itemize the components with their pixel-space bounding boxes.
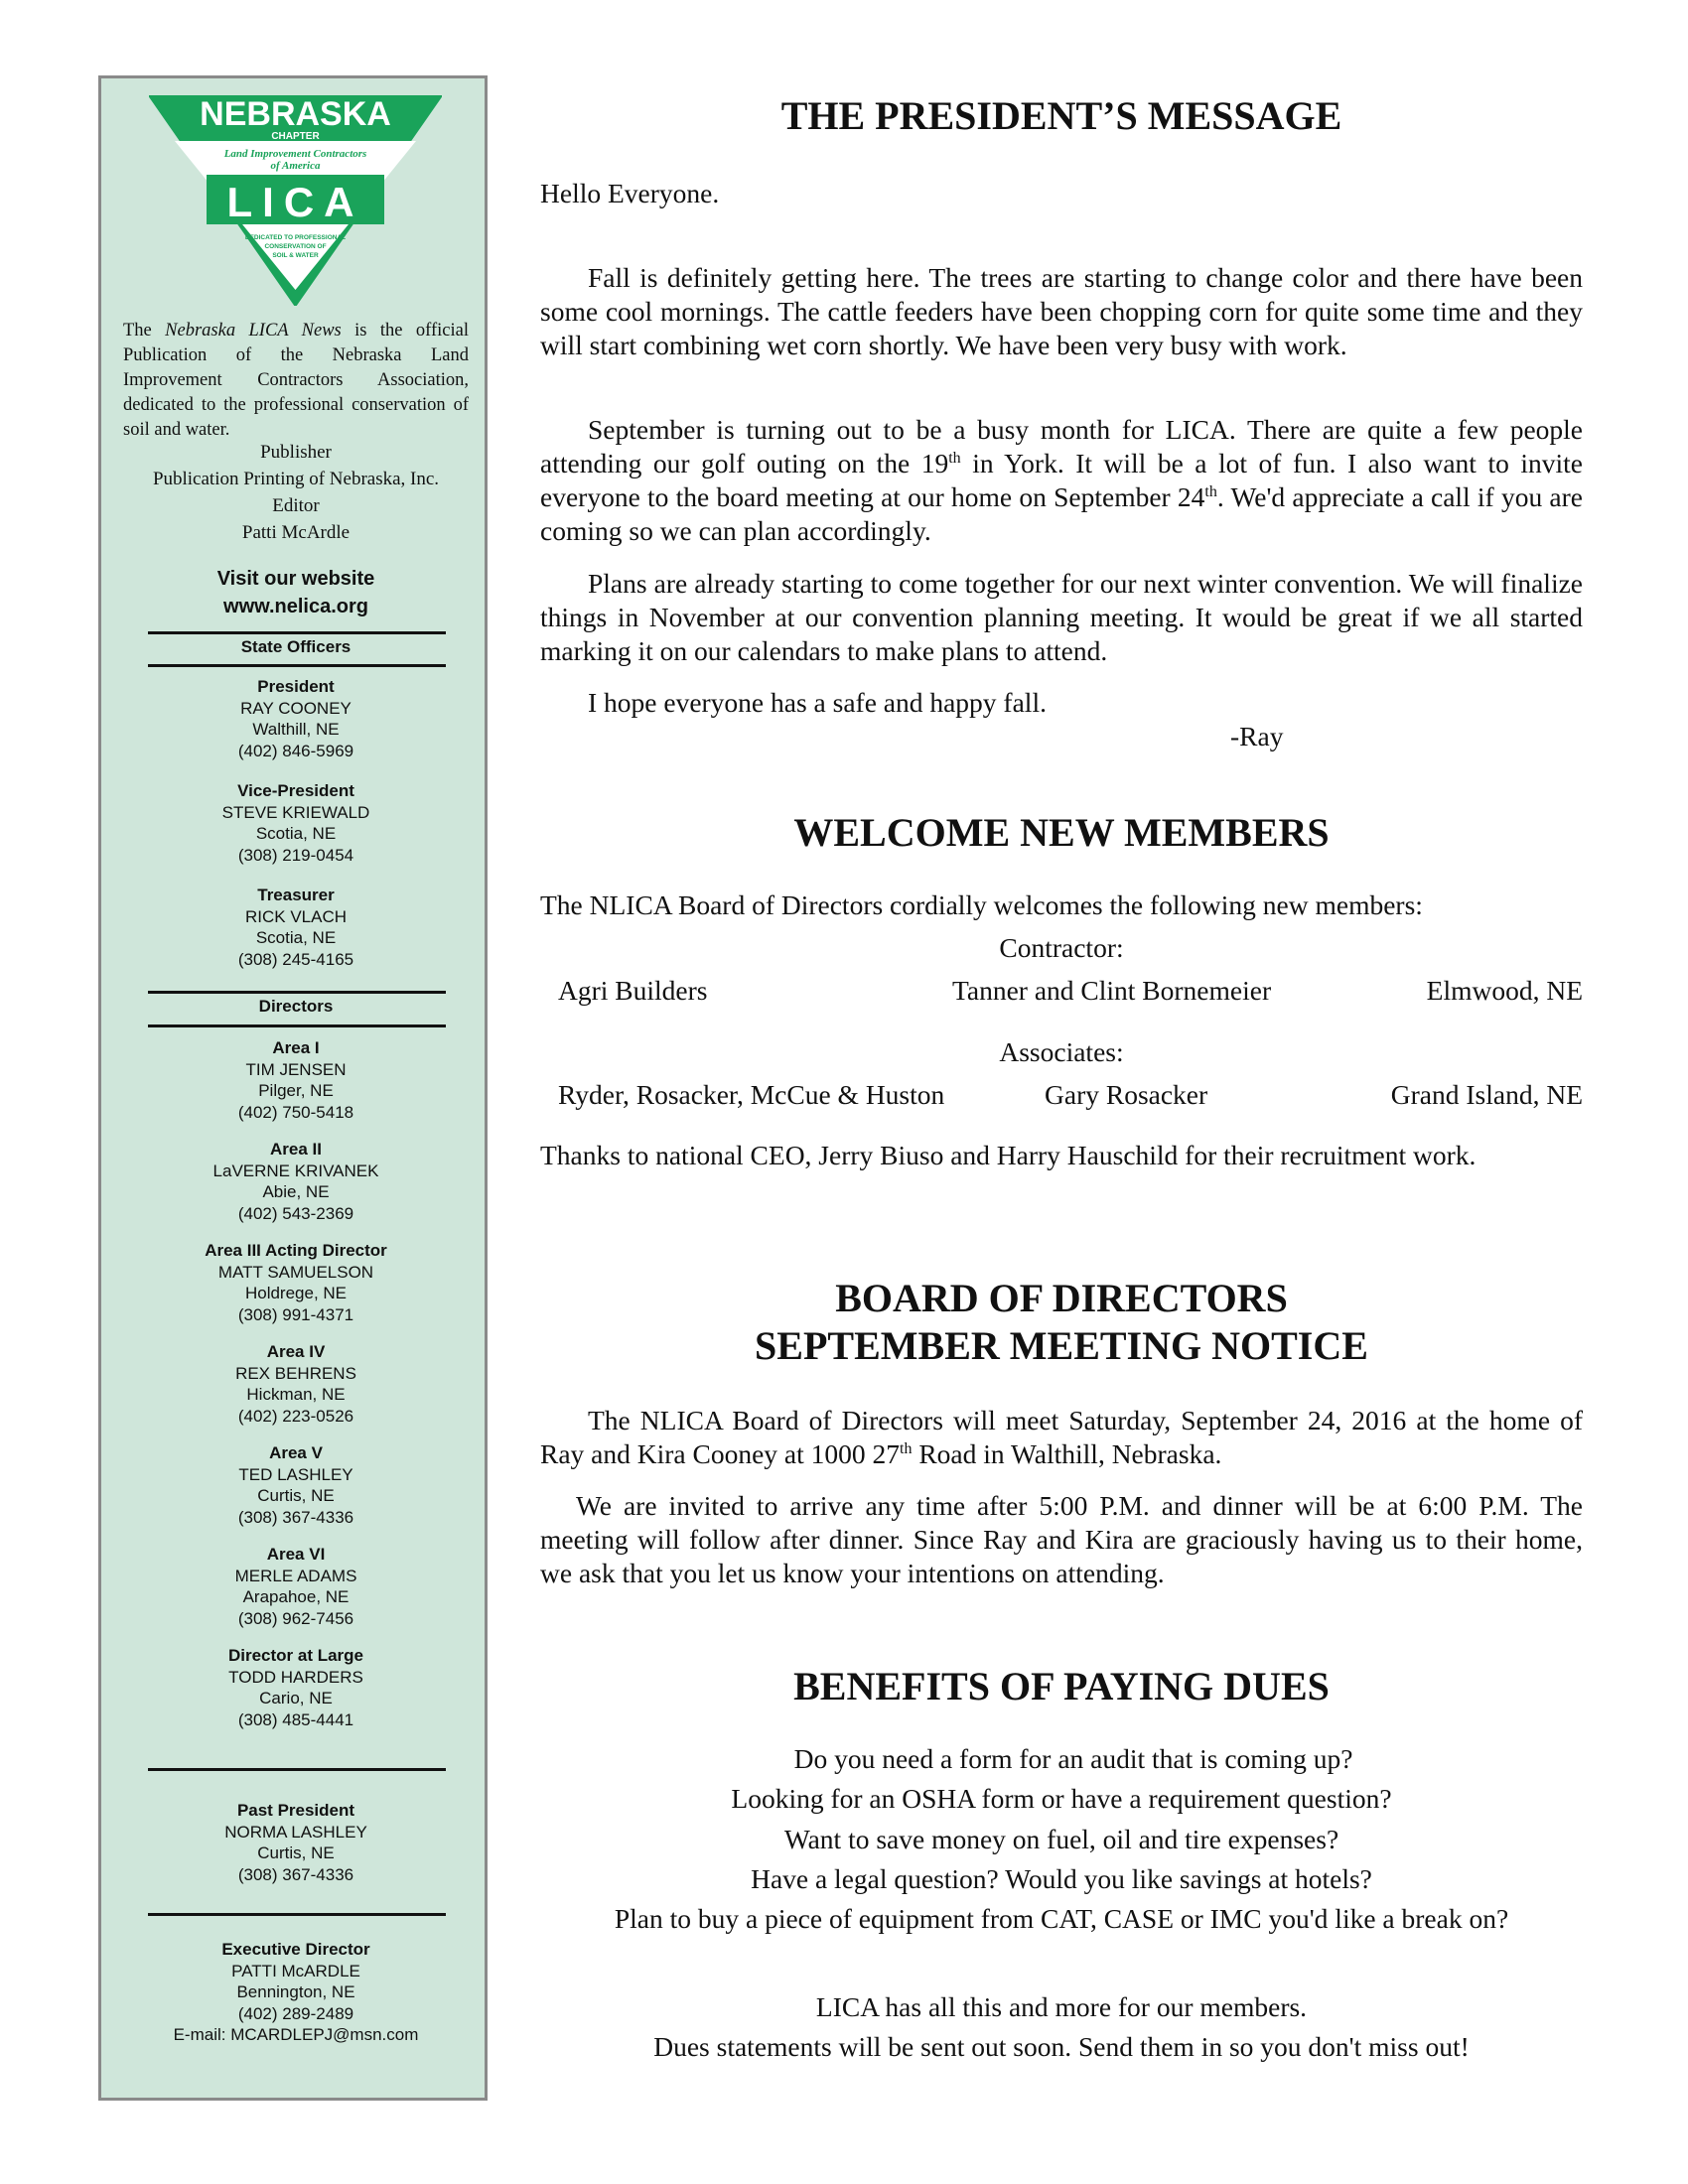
benefit-line-4: Have a legal question? Would you like savings at hotels? bbox=[751, 1863, 1372, 1894]
board-paragraph-2: We are invited to arrive any time after 5:00 P.M. and dinner will be at 6:00 P.M. The meeting will follow after dinner. Since Ray and Kira are graciously having us to their home, we ask that you let us know your intentions on attending. bbox=[540, 1490, 1583, 1588]
website-block bbox=[111, 565, 481, 620]
logo-motto-line1: DEDICATED TO PROFESSIONAL bbox=[244, 234, 347, 241]
contractor-person: Tanner and Clint Bornemeier bbox=[952, 975, 1272, 1006]
publisher-block bbox=[111, 439, 481, 546]
presidents-message-heading: THE PRESIDENT’S MESSAGE bbox=[780, 93, 1342, 138]
benefit-line-2: Looking for an OSHA form or have a requirement question? bbox=[731, 1783, 1392, 1814]
benefit-line-1: Do you need a form for an audit that is coming up? bbox=[793, 1743, 1353, 1774]
director-area-1: Area I TIM JENSEN Pilger, NE (402) 750-5418 bbox=[237, 1038, 354, 1122]
contractor-company: Agri Builders bbox=[558, 975, 708, 1006]
president-paragraph-4: I hope everyone has a safe and happy fall. bbox=[588, 687, 1047, 718]
website-label: Visit our website bbox=[216, 568, 375, 590]
board-heading-line2: SEPTEMBER MEETING NOTICE bbox=[755, 1323, 1368, 1368]
signature: -Ray bbox=[1230, 721, 1284, 751]
board-paragraph-1: The NLICA Board of Directors will meet Saturday, September 24, 2016 at the home of Ray and Kira Cooney at 1000 27th Road in Walthill, Nebraska. bbox=[540, 1405, 1583, 1469]
president-paragraph-1: Fall is definitely getting here. The trees are starting to change color and there have been some cool mornings. The cattle feeders have been chopping corn for quite some time and they will start combining wet corn shortly. We have been very busy with work. bbox=[540, 262, 1583, 360]
publication-title: Nebraska LICA News bbox=[165, 321, 342, 341]
divider bbox=[148, 1913, 446, 1916]
logo-state: NEBRASKA bbox=[200, 95, 391, 133]
state-officers-heading: State Officers bbox=[240, 637, 352, 656]
associate-city: Grand Island, NE bbox=[1390, 1079, 1583, 1110]
benefit-line-5: Plan to buy a piece of equipment from CAT, CASE or IMC you'd like a break on? bbox=[614, 1903, 1509, 1934]
logo-motto-line3: SOIL & WATER bbox=[272, 252, 319, 259]
past-president: Past President NORMA LASHLEY Curtis, NE (308) 367-4336 bbox=[224, 1801, 367, 1884]
publication-intro: The Nebraska LICA News is the official Publication of the Nebraska Land Improvement Contractors Association, dedicated to the professional conservation of soil and water. bbox=[123, 321, 469, 440]
officer-treasurer: Treasurer RICK VLACH Scotia, NE (308) 245-4165 bbox=[237, 886, 354, 969]
associate-company: Ryder, Rosacker, McCue & Huston bbox=[558, 1079, 945, 1110]
director-area-3: Area III Acting Director MATT SAMUELSON Holdrege, NE (308) 991-4371 bbox=[205, 1241, 387, 1324]
divider bbox=[148, 1768, 446, 1771]
logo-motto-line2: CONSERVATION OF bbox=[264, 243, 327, 250]
website-link[interactable]: www.nelica.org bbox=[223, 596, 368, 617]
welcome-intro: The NLICA Board of Directors cordially welcomes the following new members: bbox=[540, 889, 1423, 920]
benefits-heading: BENEFITS OF PAYING DUES bbox=[793, 1664, 1330, 1708]
director-area-2: Area II LaVERNE KRIVANEK Abie, NE (402) 543-2369 bbox=[212, 1140, 379, 1223]
director-at-large: Director at Large TODD HARDERS Cario, NE (308) 485-4441 bbox=[227, 1646, 364, 1729]
welcome-heading: WELCOME NEW MEMBERS bbox=[793, 810, 1330, 855]
divider bbox=[148, 1024, 446, 1027]
director-area-4: Area IV REX BEHRENS Hickman, NE (402) 223-0526 bbox=[235, 1342, 356, 1426]
sidebar bbox=[98, 75, 488, 2101]
greeting: Hello Everyone. bbox=[540, 178, 720, 208]
logo-org-line1: Land Improvement Contractors bbox=[223, 148, 367, 160]
divider bbox=[148, 631, 446, 634]
officer-president: President RAY COONEY Walthill, NE (402) 846-5969 bbox=[237, 677, 354, 760]
officer-vice-president: Vice-President STEVE KRIEWALD Scotia, NE (308) 219-0454 bbox=[221, 781, 370, 865]
associates-label: Associates: bbox=[999, 1036, 1124, 1067]
benefits-closing-2: Dues statements will be sent out soon. Send them in so you don't miss out! bbox=[653, 2031, 1470, 2062]
board-heading-line1: BOARD OF DIRECTORS bbox=[835, 1276, 1288, 1320]
logo-acronym: LICA bbox=[226, 179, 364, 225]
directors-heading: Directors bbox=[258, 997, 334, 1016]
president-paragraph-2: September is turning out to be a busy month for LICA. There are quite a few people attending our golf outing on the 19th in York. It will be a lot of fun. I also want to invite everyone to the board meeting at our home on September 24th. We'd appreciate a call if you are coming so we can plan accordingly. bbox=[540, 414, 1583, 546]
divider bbox=[148, 664, 446, 667]
executive-director-email[interactable]: E-mail: MCARDLEPJ@msn.com bbox=[173, 2025, 419, 2044]
divider bbox=[148, 991, 446, 994]
director-area-6: Area VI MERLE ADAMS Arapahoe, NE (308) 962-7456 bbox=[234, 1545, 357, 1628]
contractor-city: Elmwood, NE bbox=[1426, 975, 1583, 1006]
logo-org-line2: of America bbox=[270, 160, 321, 172]
executive-director: Executive Director PATTI McARDLE Bennington, NE (402) 289-2489 E-mail: MCARDLEPJ@msn.com bbox=[111, 1939, 481, 2046]
recruitment-thanks: Thanks to national CEO, Jerry Biuso and Harry Hauschild for their recruitment work. bbox=[540, 1140, 1477, 1170]
editor-label: Editor bbox=[272, 495, 320, 516]
benefits-closing-1: LICA has all this and more for our members. bbox=[815, 1991, 1308, 2022]
logo-chapter: CHAPTER bbox=[271, 131, 320, 142]
director-area-5: Area V TED LASHLEY Curtis, NE (308) 367-4336 bbox=[237, 1443, 354, 1527]
associate-person: Gary Rosacker bbox=[1045, 1079, 1208, 1110]
contractor-label: Contractor: bbox=[999, 932, 1124, 963]
publisher-label: Publisher bbox=[260, 442, 332, 463]
lica-logo bbox=[149, 95, 442, 306]
editor-name: Patti McArdle bbox=[241, 522, 351, 543]
publisher-name: Publication Printing of Nebraska, Inc. bbox=[152, 469, 440, 489]
benefit-line-3: Want to save money on fuel, oil and tire expenses? bbox=[783, 1824, 1339, 1854]
president-paragraph-3: Plans are already starting to come together for our next winter convention. We will finalize things in November at our convention planning meeting. It would be great if we all started marking it on our calendars to make plans to attend. bbox=[540, 568, 1583, 666]
